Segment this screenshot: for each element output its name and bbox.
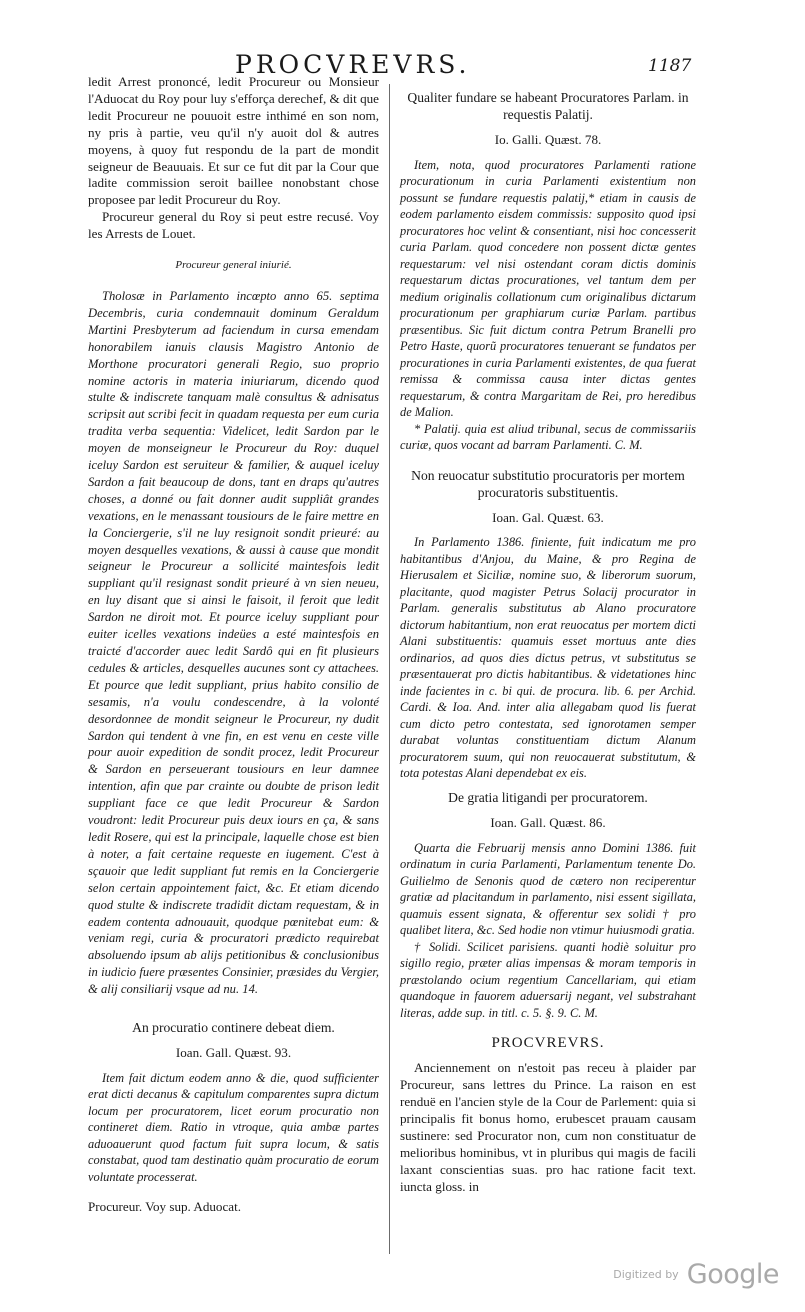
left-paragraph-2: Procureur general du Roy si peut estre recusé. Voy les Arrests de Louet. [88,209,379,242]
reference-line: Ioan. Gal. Quæst. 63. [492,509,604,525]
digitized-watermark [613,1259,779,1290]
right-column [400,74,696,1195]
right-paragraph-2: In Parlamento 1386. finiente, fuit indicatum me pro habitantibus d'Anjou, du Maine, & pro Regina de Hierusalem et Siciliæ, nomine suo, & liberorum suorum, placitante, quod magister Petrus Solacij procurator in Parlam. generalis substitutus ab Alano procuratore dictorum habitantium, non erat reuocatus per mortem dicti Alani substituentis: quamuis esset mortuus ante dies ordinarios, ad quos dies dictus petrus, vt substitutus se præsentauerat pro dictis habitantibus. & videtationes hinc inde facientes in c. bi qui. de procura. lib. 6. per Archid. Cardi. & Ioa. And. inter alia allegabam quod lis fuerat cum dicto petro contestata, sed ignorotamen semper durabat voluntas constituentiam dictum Alanum procuratorem suum, qui non reuocauerat substitutum, & tota potestas Alani dependebat ex eis. [400,535,696,781]
right-paragraph-4: Anciennement on n'estoit pas receu à plaider par Procureur, sans lettres du Prince. La raison en est renduë en l'ancien style de la Cour de Parlement: quia si principalis fit bonus homo, erubescet prauam causam sustinere: sed Procurator non, cum non constituatur de melioribus hominibus, vt in pluribus qui magis de facili laxant conscientias suas. pro hac ratione facit text. iuncta gloss. in [400,1060,696,1194]
right-paragraph-1: Item, nota, quod procuratores Parlamenti ratione procurationum in curia Parlamenti existentium non possunt se fundare requestis palatij,* etiam in causis de eodem parlamento eisdem commissis: supposito quod ipsi procuratores hoc velint & consentiant, nisi hoc concesserit curia Parlam. quod concedere non possent dictæ gentes requestarum: vel nisi ostendant coram dictis dominis requestarum dictas procurationes, vel tantum dem per medium originalis collationum cum originalibus dictarum procurationum per graphiarum curiæ Parlam. partibus præsentibus. Sic fuit dictum contra Petrum Branelli pro Petro Haste, quorũ procuratores tenuerant se fundatos per procurationes in curia Parlamenti existentes, de qua fuerat remissa & commissa causa inter dictas gentes requestarum, & contra Margaritam de Rei, pro heredibus de Malion. [400,157,696,420]
section-heading: Qualiter fundare se habeant Procuratores Parlam. in requestis Palatij. [407,90,689,122]
reference-line: Io. Galli. Quæst. 78. [494,131,602,147]
section-heading: Non reuocatur substitutio procuratoris per mortem procuratoris substituentis. [411,467,685,500]
reference-line: Ioan. Gall. Quæst. 86. [490,814,606,830]
footnote: * Palatij. quia est aliud tribunal, secus de commissariis curiæ, quos vocant ad barram Parlamenti. C. M. [400,421,696,453]
cross-reference: Procureur. Voy sup. Aduocat. [88,1199,241,1215]
section-heading: PROCVREVRS. [491,1035,605,1052]
page-title: PROCVREVRS. [235,50,471,79]
section-heading: An procuratio continere debeat diem. [132,1020,335,1036]
right-paragraph-3: Quarta die Februarij mensis anno Domini 1386. fuit ordinatum in curia Parlamenti, Parlamentum tenente Do. Guilielmo de Senonis quod de cætero non reciperentur gratiæ ad placitandum in parlamento, nisi essent sigillata, quamuis essent signata, & offerentur sex solidi † pro qualibet litera, &c. Sed hodie non vtimur huiusmodi gratia. [400,840,696,938]
left-paragraph-4: Item fait dictum eodem anno & die, quod sufficienter erat dicti decanus & capitulum comparentes supra dictum locum per procuratorem, licet eorum procuratio non contineret diem. Ratio in vtroque, quia ambæ partes aduoauerunt quod factum fuit supra locum, & satis constabat, quod tam destinatio quàm procuratio de eorum voluntate processerat. [88,1070,379,1184]
watermark-prefix: Digitized by [613,1268,679,1281]
section-heading: Procureur general iniurié. [175,259,292,272]
section-heading: De gratia litigandi per procuratorem. [448,789,648,805]
page-number: 1187 [648,56,692,76]
column-divider [389,84,390,1254]
footnote: † Solidi. Scilicet parisiens. quanti hodiè soluitur pro sigillo regio, præter alias impensas & moram temporis in præstolando ocium regentium Cancellariam, qui etiam quandoque in fauorem aduersarij negant, vel substrahant literas, adde sup. in titl. c. 5. §. 9. C. M. [400,939,696,1020]
left-paragraph-3: Tholosæ in Parlamento incœpto anno 65. septima Decembris, curia condemnauit dominum Geraldum Martini Presbyterum ad faciendum in cursa emendam honorabilem ianuis clausis Magistro Antonio de Morthone procuratori generali Regio, suo proprio nomine actoris in materia iniuriarum, dicendo quod stulte & indiscrete tanquam malè consultus & adnisatus scripsit aut scribi fecit in quadam requesta per eum curia tradita verba sequentia: Videlicet, ledit Sardon par le moyen de monseigneur le Procureur du Roy: duquel iceluy Sardon est seruiteur & familier, & auquel iceluy Sardon a fait beaucoup de dons, tant en draps qu'autres choses, a donné ou fait donner audit suppliât grandes vexations, en le menassant tousiours de le faire mettre en la Conciergerie, s'il ne luy resignoit sondit prieuré: au moyen desquelles vexations, & aussi à cause que mondit seigneur le Procureur a sollicité maintesfois ledit suppliant qu'il resignast sondit prieuré à vn sien neueu, en luy disant que si ainsi le faisoit, il feroit que ledit Sardon ne diroit mot. Et pource iceluy suppliant pour euiter icelles vexations indeües a esté maintesfois en traicté d'accorder auec ledit Sardô qui en fit plusieurs cedules & articles, desquelles aucunes sont cy attachees. Et pource que ledit suppliant, prius habito consilio de sesamis, n'a voulu condescendre, à la volonté desordonnee de mondit seigneur le Procureur, ny dudit Sardon qui tendent à vne fin, en est venu en ceste ville pour auoir expedition de sondit procez, ledit Procureur & Sardon en perseuerant tousiours en leur damnee intention, afin que par crainte ou doubte de prison ledit suppliant face ce que ledit Procureur & Sardon voudront: ledit Procureur puis deux iours en ça, & sans ledit Rosere, qui est la principale, laquelle chose est bien à noter, a fait certaine requeste en iugement. C'est à sçauoir que ledit suppliant fut remis en la Conciergerie selon certain appointement faict, &c. Et etiam dicendo quod stulte & indiscrete tradidit dictam requestam, & in eadem contenta adnouauit, quodque pœnitebat eum: & veniam regi, curia & procuratori prædicto requirebat absoluendo ipsum ab alijs petitionibus & conclusionibus in iudicio fuere præsentes Consinier, præsides du Vergier, & alij consiliarij vsque ad nu. 14. [88,288,379,997]
left-paragraph-1: ledit Arrest prononcé, ledit Procureur ou Monsieur l'Aduocat du Roy pour luy s'efforça derechef, & dit que ledit Procureur ne pouuoit estre inthimé en son nom, ny pris à partie, veu qu'il n'y auoit dol & autres moyens, à quoy fut respondu de la part de mondit seigneur de Beauuais. Et sur ce fut dit par la Cour que ladite commission seroit baillee nonobstant chose proposee par ledit Procureur du Roy. [88,74,379,208]
reference-line: Ioan. Gall. Quæst. 93. [175,1044,292,1060]
left-column [88,74,379,1216]
google-logo: Google [686,1259,779,1290]
